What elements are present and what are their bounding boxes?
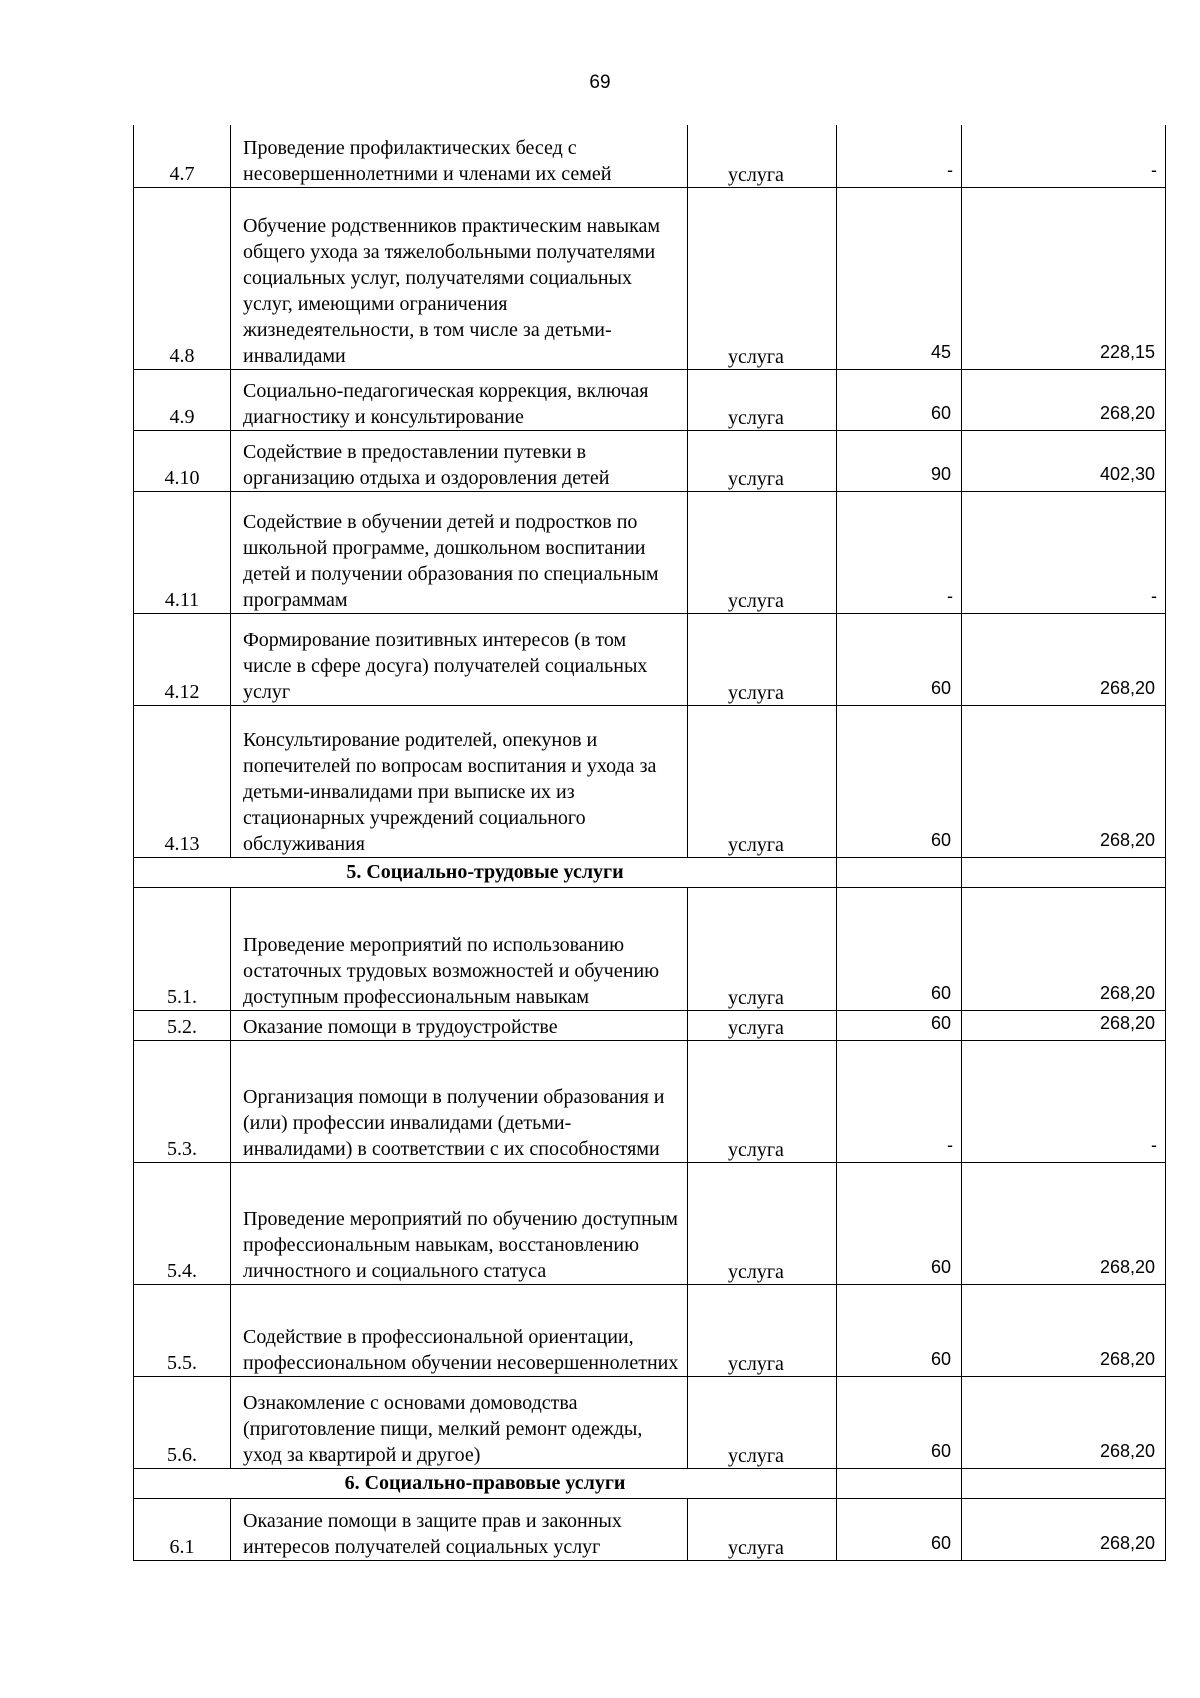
service-name-cell [231, 369, 688, 430]
row-number: 5.4. [167, 1259, 197, 1282]
row-number-cell [134, 1040, 231, 1162]
row-number-cell [134, 887, 231, 1010]
row-number-cell [134, 1376, 231, 1468]
row-number: 5.3. [167, 1137, 197, 1160]
row-number: 5.6. [167, 1443, 197, 1466]
quantity: 45 [930, 341, 951, 362]
table-row [134, 887, 1166, 1010]
unit: услуга [728, 467, 784, 490]
row-number-cell [134, 491, 231, 613]
unit: услуга [728, 589, 784, 612]
unit: услуга [728, 1016, 784, 1039]
quantity: 60 [930, 1532, 951, 1553]
table-row [134, 1162, 1166, 1284]
price: 268,20 [1099, 402, 1155, 423]
row-number: 5.1. [167, 985, 197, 1008]
unit-cell [688, 1010, 837, 1040]
service-name-cell [231, 1040, 688, 1162]
unit: услуга [728, 986, 784, 1009]
unit: услуга [728, 163, 784, 186]
page-number: 69 [589, 72, 611, 93]
service-name-cell [231, 1376, 688, 1468]
section-row [134, 1468, 1166, 1498]
price-cell [962, 1040, 1166, 1162]
service-name-cell [231, 1010, 688, 1040]
unit-cell [688, 613, 837, 705]
quantity: 60 [930, 1012, 951, 1033]
quantity: 60 [930, 1348, 951, 1369]
unit: услуга [728, 1536, 784, 1559]
price-cell [962, 125, 1166, 187]
table-row [134, 187, 1166, 369]
price-cell [962, 887, 1166, 1010]
price: 268,20 [1099, 1532, 1155, 1553]
row-number-cell [134, 1284, 231, 1376]
quantity: 60 [930, 982, 951, 1003]
price-cell [962, 1010, 1166, 1040]
quantity-cell [837, 1040, 962, 1162]
unit-cell [688, 1498, 837, 1560]
price-cell [962, 369, 1166, 430]
service-name-cell [231, 887, 688, 1010]
quantity-cell [837, 1498, 962, 1560]
section-price-cell [962, 1468, 1166, 1498]
service-name: Проведение мероприятий по использованию остаточных трудовых возможностей и обучению доступным профессиональным навыкам [243, 933, 660, 1008]
price: 228,15 [1099, 341, 1155, 362]
unit-cell [688, 705, 837, 857]
quantity: - [947, 1134, 953, 1155]
price-cell [962, 1498, 1166, 1560]
quantity: 60 [930, 677, 951, 698]
row-number: 6.1 [169, 1535, 195, 1558]
unit-cell [688, 369, 837, 430]
quantity: 60 [930, 829, 951, 850]
row-number: 4.11 [164, 588, 200, 611]
service-name-cell [231, 1284, 688, 1376]
row-number-cell [134, 369, 231, 430]
service-name-cell [231, 491, 688, 613]
unit-cell [688, 187, 837, 369]
row-number-cell [134, 613, 231, 705]
row-number: 5.2. [167, 1015, 197, 1038]
quantity-cell [837, 187, 962, 369]
quantity: - [947, 159, 953, 180]
service-name: Проведение профилактических бесед с несовершеннолетними и членами их семей [243, 136, 612, 185]
price-cell [962, 430, 1166, 491]
section-qty-cell [837, 857, 962, 887]
quantity-cell [837, 1376, 962, 1468]
section-row [134, 857, 1166, 887]
unit: услуга [728, 1444, 784, 1467]
quantity: 60 [930, 1256, 951, 1277]
row-number-cell [134, 187, 231, 369]
table-row [134, 705, 1166, 857]
price: - [1151, 1134, 1157, 1155]
quantity-cell [837, 1284, 962, 1376]
unit: услуга [728, 833, 784, 856]
unit-cell [688, 491, 837, 613]
service-name-cell [231, 705, 688, 857]
unit-cell [688, 1376, 837, 1468]
table-row [134, 430, 1166, 491]
price-cell [962, 1376, 1166, 1468]
price: 402,30 [1099, 463, 1155, 484]
price-cell [962, 491, 1166, 613]
price-cell [962, 705, 1166, 857]
unit-cell [688, 887, 837, 1010]
table-row [134, 1040, 1166, 1162]
price-cell [962, 613, 1166, 705]
price: 268,20 [1099, 1440, 1155, 1461]
section-title: 5. Социально-трудовые услуги [134, 857, 837, 887]
price: 268,20 [1099, 677, 1155, 698]
price: 268,20 [1099, 1348, 1155, 1369]
service-name: Оказание помощи в трудоустройстве [243, 1015, 558, 1038]
service-name: Формирование позитивных интересов (в том числе в сфере досуга) получателей социальных услуг [243, 628, 648, 703]
row-number: 4.8 [169, 344, 195, 367]
service-name: Ознакомление с основами домоводства (приготовление пищи, мелкий ремонт одежды, уход за квартирой и другое) [243, 1391, 643, 1466]
service-name: Содействие в обучении детей и подростков по школьной программе, дошкольном воспитании детей и получении образования по специальным программам [243, 510, 659, 611]
service-name: Оказание помощи в защите прав и законных интересов получателей социальных услуг [243, 1509, 622, 1558]
table-row [134, 1010, 1166, 1040]
quantity: 60 [930, 1440, 951, 1461]
price: 268,20 [1099, 982, 1155, 1003]
section-price-cell [962, 857, 1166, 887]
row-number-cell [134, 1010, 231, 1040]
quantity-cell [837, 1162, 962, 1284]
service-name-cell [231, 613, 688, 705]
quantity-cell [837, 369, 962, 430]
price: 268,20 [1099, 1256, 1155, 1277]
price: - [1151, 585, 1157, 606]
table-row [134, 369, 1166, 430]
unit-cell [688, 125, 837, 187]
quantity-cell [837, 705, 962, 857]
row-number-cell [134, 705, 231, 857]
price: 268,20 [1099, 829, 1155, 850]
price-cell [962, 187, 1166, 369]
section-qty-cell [837, 1468, 962, 1498]
table-row [134, 491, 1166, 613]
quantity: 90 [930, 463, 951, 484]
unit: услуга [728, 406, 784, 429]
table-row [134, 1376, 1166, 1468]
table-row [134, 1498, 1166, 1560]
service-name: Социально-педагогическая коррекция, включая диагностику и консультирование [243, 379, 649, 428]
quantity-cell [837, 430, 962, 491]
services-table-body [134, 125, 1166, 1560]
unit-cell [688, 1162, 837, 1284]
quantity: 60 [930, 402, 951, 423]
table-row [134, 125, 1166, 187]
unit: услуга [728, 1352, 784, 1375]
table-row [134, 613, 1166, 705]
table-row [134, 1284, 1166, 1376]
services-table [133, 125, 1166, 1561]
unit-cell [688, 1284, 837, 1376]
service-name: Обучение родственников практическим навыкам общего ухода за тяжелобольными получателями социальных услуг, получателями социальных услуг, имеющими ограничения жизнедеятельности, в том числе за детьми-инвалидами [243, 214, 661, 367]
quantity-cell [837, 491, 962, 613]
unit: услуга [728, 345, 784, 368]
row-number: 4.10 [164, 466, 200, 489]
service-name-cell [231, 430, 688, 491]
row-number: 4.13 [164, 832, 200, 855]
unit: услуга [728, 1138, 784, 1161]
service-name-cell [231, 1162, 688, 1284]
price-cell [962, 1284, 1166, 1376]
row-number-cell [134, 1498, 231, 1560]
price: - [1151, 159, 1157, 180]
row-number: 4.7 [169, 162, 195, 185]
quantity-cell [837, 125, 962, 187]
service-name: Консультирование родителей, опекунов и попечителей по вопросам воспитания и ухода за детьми-инвалидами при выписке их из стационарных учреждений социального обслуживания [243, 728, 657, 855]
service-name: Содействие в предоставлении путевки в организацию отдыха и оздоровления детей [243, 440, 610, 489]
row-number: 4.12 [164, 680, 200, 703]
price: 268,20 [1099, 1012, 1155, 1033]
unit-cell [688, 1040, 837, 1162]
service-name-cell [231, 1498, 688, 1560]
row-number-cell [134, 430, 231, 491]
service-name-cell [231, 187, 688, 369]
price-cell [962, 1162, 1166, 1284]
quantity-cell [837, 887, 962, 1010]
unit: услуга [728, 681, 784, 704]
section-title: 6. Социально-правовые услуги [134, 1468, 837, 1498]
service-name: Проведение мероприятий по обучению доступным профессиональным навыкам, восстановлению личностного и социального статуса [243, 1207, 678, 1282]
row-number-cell [134, 125, 231, 187]
quantity-cell [837, 1010, 962, 1040]
quantity-cell [837, 613, 962, 705]
row-number: 5.5. [167, 1351, 197, 1374]
row-number: 4.9 [169, 405, 195, 428]
unit: услуга [728, 1260, 784, 1283]
service-name: Содействие в профессиональной ориентации, профессиональном обучении несовершеннолетних [243, 1325, 679, 1374]
unit-cell [688, 430, 837, 491]
service-name: Организация помощи в получении образования и (или) профессии инвалидами (детьми-инвалидами) в соответствии с их способностями [243, 1085, 665, 1160]
row-number-cell [134, 1162, 231, 1284]
quantity: - [947, 585, 953, 606]
service-name-cell [231, 125, 688, 187]
